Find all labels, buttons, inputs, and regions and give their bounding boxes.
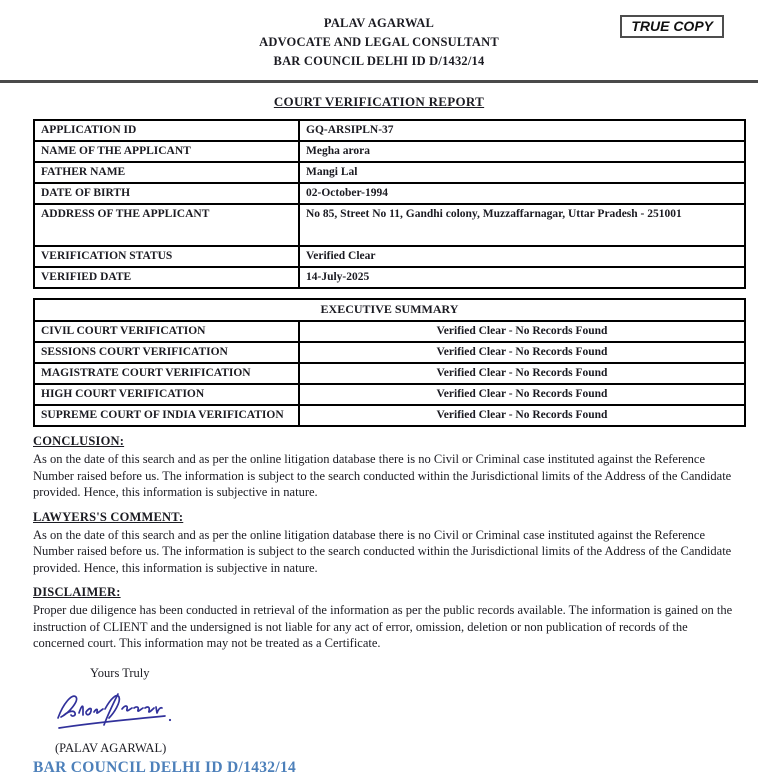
summary-label: MAGISTRATE COURT VERIFICATION [34, 363, 299, 384]
typed-name: (PALAV AGARWAL) [55, 740, 167, 755]
detail-label: FATHER NAME [34, 162, 299, 183]
summary-value: Verified Clear - No Records Found [299, 384, 745, 405]
executive-summary-table [33, 298, 746, 427]
detail-value: GQ-ARSIPLN-37 [299, 120, 745, 141]
conclusion-body: As on the date of this search and as per the online litigation database there is no Civil or Criminal case instituted against the Reference Number raised before us. The information is subject to the search conducted within the Jurisdictional limits of the Address of the Candidate provided. Hence, this information is subjective in nature. [33, 452, 732, 499]
summary-value: Verified Clear - No Records Found [299, 321, 745, 342]
table-row [34, 342, 745, 363]
text-sections [33, 434, 733, 652]
lawyers-comment-section [33, 510, 730, 577]
table-row [34, 384, 745, 405]
signature-block [33, 666, 758, 777]
table-row [34, 363, 745, 384]
table-row [34, 162, 745, 183]
summary-value: Verified Clear - No Records Found [299, 405, 745, 426]
disclaimer-section [33, 585, 733, 652]
detail-value: Verified Clear [299, 246, 745, 267]
lawyers-comment-body: As on the date of this search and as per the online litigation database there is no Civil or Criminal case instituted against the Reference Number raised before us. The information is subject to the search conducted within the Jurisdictional limits of the Address of the Candidate provided. Hence, this information is subjective in nature. [33, 527, 732, 575]
executive-summary-heading: EXECUTIVE SUMMARY [34, 299, 745, 321]
conclusion-heading: CONCLUSION: [33, 434, 125, 448]
advocate-bar-id: BAR COUNCIL DELHI ID D/1432/14 [273, 54, 485, 68]
signature-image [51, 685, 758, 740]
conclusion-section [33, 434, 730, 501]
summary-label: SUPREME COURT OF INDIA VERIFICATION [34, 405, 299, 426]
summary-value: Verified Clear - No Records Found [299, 363, 745, 384]
detail-value: Megha arora [299, 141, 745, 162]
summary-label: CIVIL COURT VERIFICATION [34, 321, 299, 342]
detail-label: ADDRESS OF THE APPLICANT [34, 204, 299, 246]
table-row [34, 405, 745, 426]
lawyers-comment-heading: LAWYERS'S COMMENT: [33, 509, 184, 524]
advocate-designation: ADVOCATE AND LEGAL CONSULTANT [259, 35, 499, 49]
summary-label: HIGH COURT VERIFICATION [34, 384, 299, 405]
summary-label: SESSIONS COURT VERIFICATION [34, 342, 299, 363]
detail-label: NAME OF THE APPLICANT [34, 141, 299, 162]
applicant-details-table [33, 119, 746, 289]
detail-value: No 85, Street No 11, Gandhi colony, Muzzaffarnagar, Uttar Pradesh - 251001 [299, 204, 745, 246]
table-row [34, 321, 745, 342]
disclaimer-body: Proper due diligence has been conducted in retrieval of the information as per the public records available. The information is gained on the instruction of CLIENT and the undersigned is not liable for any act of error, omission, deletion or non publication of records of the concerned court. This information may not be treated as a Certificate. [33, 603, 733, 650]
detail-label: DATE OF BIRTH [34, 183, 299, 204]
page-title: COURT VERIFICATION REPORT [273, 94, 485, 109]
table-row [34, 267, 745, 288]
table-row [34, 141, 745, 162]
table-row [34, 120, 745, 141]
table-row [34, 246, 745, 267]
signature-bar-id: BAR COUNCIL DELHI ID D/1432/14 [33, 758, 297, 776]
table-row [34, 183, 745, 204]
handwritten-signature-icon [51, 685, 179, 735]
detail-label: VERIFICATION STATUS [34, 246, 299, 267]
header-divider [0, 80, 758, 83]
summary-value: Verified Clear - No Records Found [299, 342, 745, 363]
table-header-row [34, 299, 745, 321]
detail-label: APPLICATION ID [34, 120, 299, 141]
detail-value: 14-July-2025 [299, 267, 745, 288]
true-copy-stamp: TRUE COPY [620, 15, 724, 38]
detail-value: Mangi Lal [299, 162, 745, 183]
table-row [34, 204, 745, 246]
detail-value: 02-October-1994 [299, 183, 745, 204]
closing-text: Yours Truly [90, 665, 150, 680]
detail-label: VERIFIED DATE [34, 267, 299, 288]
disclaimer-heading: DISCLAIMER: [33, 585, 121, 599]
advocate-name: PALAV AGARWAL [323, 16, 435, 30]
